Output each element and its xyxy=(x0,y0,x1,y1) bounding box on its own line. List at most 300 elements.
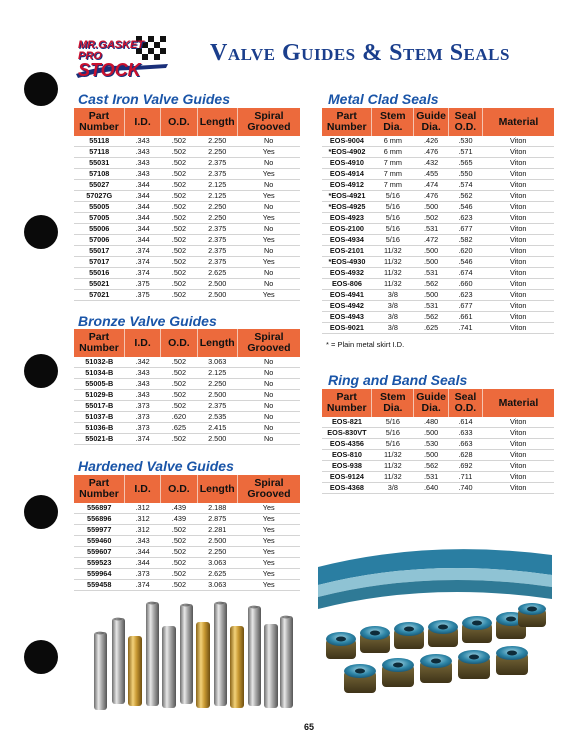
part-number-cell: EOS-4934 xyxy=(322,235,372,246)
column-header: Material xyxy=(482,108,554,136)
table-cell: .426 xyxy=(414,136,449,147)
table-row xyxy=(322,136,554,147)
column-header: Part Number xyxy=(322,389,372,417)
table-cell: No xyxy=(237,202,300,213)
binder-hole-1 xyxy=(24,72,58,106)
table-row xyxy=(74,180,300,191)
table-cell: .531 xyxy=(414,224,449,235)
column-header: Spiral Grooved xyxy=(237,329,300,357)
table-cell: .500 xyxy=(414,246,449,257)
table-cell: .312 xyxy=(124,503,160,514)
table-cell: .343 xyxy=(124,169,160,180)
table-cell: No xyxy=(237,368,300,379)
table-cell: .562 xyxy=(449,191,483,202)
table-cell: 2.375 xyxy=(197,224,237,235)
table-cell: 2.500 xyxy=(197,290,237,301)
table-cell: No xyxy=(237,136,300,147)
table-cell: .502 xyxy=(161,401,197,412)
table-row xyxy=(74,257,300,268)
table-cell: No xyxy=(237,158,300,169)
table-cell: 11/32 xyxy=(372,450,414,461)
column-header: Material xyxy=(482,389,554,417)
table-cell: .663 xyxy=(449,439,483,450)
guide-tubes xyxy=(94,602,293,710)
table-cell: 11/32 xyxy=(372,472,414,483)
table-cell: .374 xyxy=(124,268,160,279)
table-cell: Yes xyxy=(237,580,300,591)
table-cell: .660 xyxy=(449,279,483,290)
stem-seals-photo xyxy=(318,545,552,701)
table-cell: .476 xyxy=(414,191,449,202)
column-header: Part Number xyxy=(74,475,124,503)
table-cell: .502 xyxy=(161,379,197,390)
table-cell: 3/8 xyxy=(372,323,414,334)
table-cell: 2.875 xyxy=(197,514,237,525)
table-cell: .502 xyxy=(161,434,197,445)
table-cell: 2.250 xyxy=(197,136,237,147)
table-cell: .344 xyxy=(124,202,160,213)
table-row xyxy=(74,514,300,525)
table-cell: .374 xyxy=(124,434,160,445)
column-header: O.D. xyxy=(161,108,197,136)
table-cell: .502 xyxy=(161,357,197,368)
table-cell: .546 xyxy=(449,257,483,268)
column-header: I.D. xyxy=(124,475,160,503)
table-cell: .344 xyxy=(124,558,160,569)
table-row xyxy=(74,569,300,580)
table-row xyxy=(322,312,554,323)
table-cell: .625 xyxy=(414,323,449,334)
part-number-cell: EOS-4941 xyxy=(322,290,372,301)
part-number-cell: EOS-4356 xyxy=(322,439,372,450)
table-cell: 3/8 xyxy=(372,312,414,323)
part-number-cell: 57118 xyxy=(74,147,124,158)
table-cell: .500 xyxy=(414,290,449,301)
table-cell: 2.375 xyxy=(197,169,237,180)
table-row xyxy=(322,158,554,169)
table-cell: .502 xyxy=(161,191,197,202)
part-number-cell: 57006 xyxy=(74,235,124,246)
part-number-cell: 55027 xyxy=(74,180,124,191)
table-cell: Yes xyxy=(237,169,300,180)
table-cell: .640 xyxy=(414,483,449,494)
table-row xyxy=(322,180,554,191)
table-cell: 2.625 xyxy=(197,268,237,279)
table-cell: Yes xyxy=(237,235,300,246)
binder-hole-5 xyxy=(24,640,58,674)
table-cell: 2.250 xyxy=(197,202,237,213)
table-cell: .343 xyxy=(124,368,160,379)
part-number-cell: EOS-9021 xyxy=(322,323,372,334)
part-number-cell: EOS-821 xyxy=(322,417,372,428)
table-cell: Viton xyxy=(482,312,554,323)
table-cell: 2.500 xyxy=(197,434,237,445)
table-row xyxy=(322,213,554,224)
table-row xyxy=(322,268,554,279)
table-cell: .502 xyxy=(161,224,197,235)
table-row xyxy=(74,412,300,423)
table-cell: .342 xyxy=(124,357,160,368)
part-number-cell: EOS-4914 xyxy=(322,169,372,180)
part-number-cell: EOS-2100 xyxy=(322,224,372,235)
table-cell: 5/16 xyxy=(372,202,414,213)
table-cell: 5/16 xyxy=(372,213,414,224)
table-cell: No xyxy=(237,268,300,279)
table-row xyxy=(322,147,554,158)
table-cell: .740 xyxy=(449,483,483,494)
table-cell: No xyxy=(237,390,300,401)
column-header: Stem Dia. xyxy=(372,108,414,136)
table-cell: .674 xyxy=(449,268,483,279)
column-header: Part Number xyxy=(74,329,124,357)
part-number-cell: *EOS-4921 xyxy=(322,191,372,202)
metal-clad-footnote: * = Plain metal skirt I.D. xyxy=(326,340,405,349)
table-cell: Viton xyxy=(482,202,554,213)
table-cell: Viton xyxy=(482,301,554,312)
part-number-cell: 55021 xyxy=(74,279,124,290)
table-cell: 2.375 xyxy=(197,235,237,246)
table-cell: Viton xyxy=(482,158,554,169)
column-header: Part Number xyxy=(74,108,124,136)
table-cell: .375 xyxy=(124,290,160,301)
table-cell: Yes xyxy=(237,213,300,224)
table-cell: Viton xyxy=(482,483,554,494)
table-cell: .741 xyxy=(449,323,483,334)
table-cell: .582 xyxy=(449,235,483,246)
part-number-cell: 55017-B xyxy=(74,401,124,412)
part-number-cell: EOS-4942 xyxy=(322,301,372,312)
table-row xyxy=(74,547,300,558)
table-cell: .343 xyxy=(124,390,160,401)
table-cell: 5/16 xyxy=(372,439,414,450)
table-row xyxy=(74,268,300,279)
table-row xyxy=(322,279,554,290)
part-number-cell: 51037-B xyxy=(74,412,124,423)
part-number-cell: EOS-938 xyxy=(322,461,372,472)
table-cell: No xyxy=(237,279,300,290)
part-number-cell: EOS-4923 xyxy=(322,213,372,224)
part-number-cell: 51029-B xyxy=(74,390,124,401)
table-cell: .574 xyxy=(449,180,483,191)
binder-hole-2 xyxy=(24,215,58,249)
table-row xyxy=(74,235,300,246)
table-cell: .571 xyxy=(449,147,483,158)
part-number-cell: 57027G xyxy=(74,191,124,202)
table-row xyxy=(74,246,300,257)
table-cell: .343 xyxy=(124,158,160,169)
table-cell: .623 xyxy=(449,213,483,224)
table-cell: No xyxy=(237,401,300,412)
table-cell: .502 xyxy=(161,158,197,169)
table-row xyxy=(322,323,554,334)
table-row xyxy=(74,147,300,158)
table-cell: .500 xyxy=(414,450,449,461)
table-cell: 2.500 xyxy=(197,279,237,290)
table-cell: .562 xyxy=(414,461,449,472)
page-title: Valve Guides & Stem Seals xyxy=(210,40,510,66)
table-cell: Viton xyxy=(482,147,554,158)
table-cell: .562 xyxy=(414,279,449,290)
table-cell: Yes xyxy=(237,290,300,301)
part-number-cell: *EOS-4902 xyxy=(322,147,372,158)
table-cell: .500 xyxy=(414,428,449,439)
table-row xyxy=(322,428,554,439)
valve-guides-photo xyxy=(90,596,296,714)
column-header: Seal O.D. xyxy=(449,389,483,417)
table-cell: 11/32 xyxy=(372,246,414,257)
table-cell: 2.375 xyxy=(197,401,237,412)
table-row xyxy=(322,439,554,450)
table-cell: Viton xyxy=(482,279,554,290)
table-cell: No xyxy=(237,246,300,257)
part-number-cell: 559977 xyxy=(74,525,124,536)
table-row xyxy=(322,235,554,246)
table-cell: .343 xyxy=(124,536,160,547)
table-cell: .502 xyxy=(161,569,197,580)
table-cell: .711 xyxy=(449,472,483,483)
hardened-title: Hardened Valve Guides xyxy=(78,458,234,474)
table-cell: .344 xyxy=(124,235,160,246)
table-cell: Viton xyxy=(482,136,554,147)
table-cell: .374 xyxy=(124,580,160,591)
table-cell: Viton xyxy=(482,472,554,483)
table-row xyxy=(322,450,554,461)
table-cell: Yes xyxy=(237,569,300,580)
table-row xyxy=(74,213,300,224)
part-number-cell: 51032-B xyxy=(74,357,124,368)
part-number-cell: 55031 xyxy=(74,158,124,169)
table-cell: .502 xyxy=(161,368,197,379)
table-cell: .623 xyxy=(449,290,483,301)
column-header: Stem Dia. xyxy=(372,389,414,417)
table-row xyxy=(74,158,300,169)
table-cell: Viton xyxy=(482,428,554,439)
table-cell: .476 xyxy=(414,147,449,158)
table-cell: 5/16 xyxy=(372,417,414,428)
table-cell: .502 xyxy=(161,547,197,558)
part-number-cell: EOS-9004 xyxy=(322,136,372,147)
table-cell: Yes xyxy=(237,257,300,268)
column-header: Length xyxy=(197,108,237,136)
part-number-cell: EOS-4943 xyxy=(322,312,372,323)
part-number-cell: 55016 xyxy=(74,268,124,279)
table-cell: 2.500 xyxy=(197,536,237,547)
table-cell: .312 xyxy=(124,525,160,536)
table-row xyxy=(74,558,300,569)
hardened-table xyxy=(74,475,300,591)
table-cell: Viton xyxy=(482,417,554,428)
table-cell: .530 xyxy=(414,439,449,450)
table-cell: .344 xyxy=(124,180,160,191)
table-cell: .620 xyxy=(449,246,483,257)
part-number-cell: 57005 xyxy=(74,213,124,224)
table-cell: .661 xyxy=(449,312,483,323)
table-cell: .614 xyxy=(449,417,483,428)
column-header: I.D. xyxy=(124,108,160,136)
table-cell: .546 xyxy=(449,202,483,213)
table-row xyxy=(74,279,300,290)
table-cell: .502 xyxy=(161,136,197,147)
table-cell: 2.375 xyxy=(197,257,237,268)
bronze-table xyxy=(74,329,300,445)
table-cell: Viton xyxy=(482,180,554,191)
table-cell: Yes xyxy=(237,525,300,536)
part-number-cell: 57017 xyxy=(74,257,124,268)
ring-band-table xyxy=(322,389,554,494)
table-cell: Viton xyxy=(482,169,554,180)
cast-iron-title: Cast Iron Valve Guides xyxy=(78,91,230,107)
table-cell: 5/16 xyxy=(372,191,414,202)
table-cell: No xyxy=(237,357,300,368)
column-header: Spiral Grooved xyxy=(237,475,300,503)
table-cell: .502 xyxy=(161,268,197,279)
table-cell: 2.250 xyxy=(197,147,237,158)
table-cell: No xyxy=(237,180,300,191)
table-cell: 3/8 xyxy=(372,301,414,312)
column-header: O.D. xyxy=(161,329,197,357)
table-cell: .374 xyxy=(124,257,160,268)
table-cell: Viton xyxy=(482,461,554,472)
table-cell: .531 xyxy=(414,268,449,279)
table-cell: .502 xyxy=(161,213,197,224)
table-cell: .500 xyxy=(414,257,449,268)
table-cell: 2.188 xyxy=(197,503,237,514)
table-cell: 2.535 xyxy=(197,412,237,423)
table-cell: .373 xyxy=(124,423,160,434)
table-cell: 3.063 xyxy=(197,580,237,591)
table-cell: Yes xyxy=(237,147,300,158)
table-row xyxy=(74,379,300,390)
table-cell: .343 xyxy=(124,379,160,390)
logo-wordmark: MR.GASKET PRO STOCK xyxy=(78,39,144,80)
table-cell: Viton xyxy=(482,290,554,301)
part-number-cell: 57108 xyxy=(74,169,124,180)
table-cell: .500 xyxy=(414,202,449,213)
table-cell: .502 xyxy=(161,390,197,401)
table-cell: .343 xyxy=(124,136,160,147)
table-row xyxy=(322,461,554,472)
table-cell: .692 xyxy=(449,461,483,472)
table-cell: 3.063 xyxy=(197,357,237,368)
table-cell: .502 xyxy=(161,257,197,268)
table-cell: 2.415 xyxy=(197,423,237,434)
part-number-cell: EOS-830VT xyxy=(322,428,372,439)
table-cell: 11/32 xyxy=(372,257,414,268)
part-number-cell: 51036-B xyxy=(74,423,124,434)
table-row xyxy=(74,503,300,514)
table-cell: Yes xyxy=(237,558,300,569)
table-row xyxy=(74,191,300,202)
table-cell: .502 xyxy=(161,536,197,547)
table-cell: .530 xyxy=(449,136,483,147)
page-number: 65 xyxy=(304,722,315,732)
table-row xyxy=(322,224,554,235)
table-cell: Viton xyxy=(482,268,554,279)
table-row xyxy=(322,202,554,213)
table-row xyxy=(322,290,554,301)
table-cell: .628 xyxy=(449,450,483,461)
table-cell: .502 xyxy=(161,580,197,591)
part-number-cell: 559964 xyxy=(74,569,124,580)
table-cell: .373 xyxy=(124,569,160,580)
table-cell: 11/32 xyxy=(372,279,414,290)
binder-hole-4 xyxy=(24,495,58,529)
table-cell: 5/16 xyxy=(372,235,414,246)
table-cell: .502 xyxy=(161,525,197,536)
part-number-cell: 559458 xyxy=(74,580,124,591)
column-header: O.D. xyxy=(161,475,197,503)
table-cell: .474 xyxy=(414,180,449,191)
column-header: Part Number xyxy=(322,108,372,136)
table-cell: .439 xyxy=(161,503,197,514)
table-cell: .502 xyxy=(161,279,197,290)
table-cell: 6 mm xyxy=(372,136,414,147)
table-cell: .344 xyxy=(124,547,160,558)
part-number-cell: 559607 xyxy=(74,547,124,558)
table-cell: 2.500 xyxy=(197,390,237,401)
table-cell: .677 xyxy=(449,301,483,312)
table-cell: .343 xyxy=(124,147,160,158)
table-cell: Viton xyxy=(482,235,554,246)
table-row xyxy=(74,401,300,412)
table-cell: 6 mm xyxy=(372,147,414,158)
binder-hole-3 xyxy=(24,354,58,388)
part-number-cell: 559523 xyxy=(74,558,124,569)
table-cell: 3.063 xyxy=(197,558,237,569)
table-cell: 7 mm xyxy=(372,180,414,191)
table-row xyxy=(322,191,554,202)
table-row xyxy=(74,202,300,213)
part-number-cell: EOS-2101 xyxy=(322,246,372,257)
part-number-cell: 55005 xyxy=(74,202,124,213)
table-cell: 5/16 xyxy=(372,224,414,235)
cast-iron-table xyxy=(74,108,300,301)
table-cell: .502 xyxy=(161,235,197,246)
table-cell: Viton xyxy=(482,191,554,202)
table-cell: .620 xyxy=(161,412,197,423)
table-row xyxy=(74,224,300,235)
table-cell: No xyxy=(237,224,300,235)
table-cell: .502 xyxy=(161,558,197,569)
table-row xyxy=(74,536,300,547)
table-cell: .373 xyxy=(124,412,160,423)
table-cell: .455 xyxy=(414,169,449,180)
table-cell: .344 xyxy=(124,191,160,202)
table-row xyxy=(74,136,300,147)
table-cell: .373 xyxy=(124,401,160,412)
part-number-cell: 556896 xyxy=(74,514,124,525)
table-cell: Viton xyxy=(482,213,554,224)
table-cell: Viton xyxy=(482,257,554,268)
table-cell: .502 xyxy=(161,202,197,213)
table-cell: .480 xyxy=(414,417,449,428)
part-number-cell: EOS-806 xyxy=(322,279,372,290)
seal-cluster xyxy=(326,603,546,693)
table-cell: No xyxy=(237,379,300,390)
table-cell: .531 xyxy=(414,301,449,312)
table-cell: Yes xyxy=(237,191,300,202)
column-header: Spiral Grooved xyxy=(237,108,300,136)
column-header: Guide Dia. xyxy=(414,389,449,417)
table-cell: 2.125 xyxy=(197,191,237,202)
table-cell: Viton xyxy=(482,450,554,461)
table-cell: Yes xyxy=(237,503,300,514)
table-row xyxy=(322,246,554,257)
table-cell: 3/8 xyxy=(372,483,414,494)
part-number-cell: EOS-4912 xyxy=(322,180,372,191)
table-row xyxy=(74,169,300,180)
table-cell: .502 xyxy=(161,147,197,158)
